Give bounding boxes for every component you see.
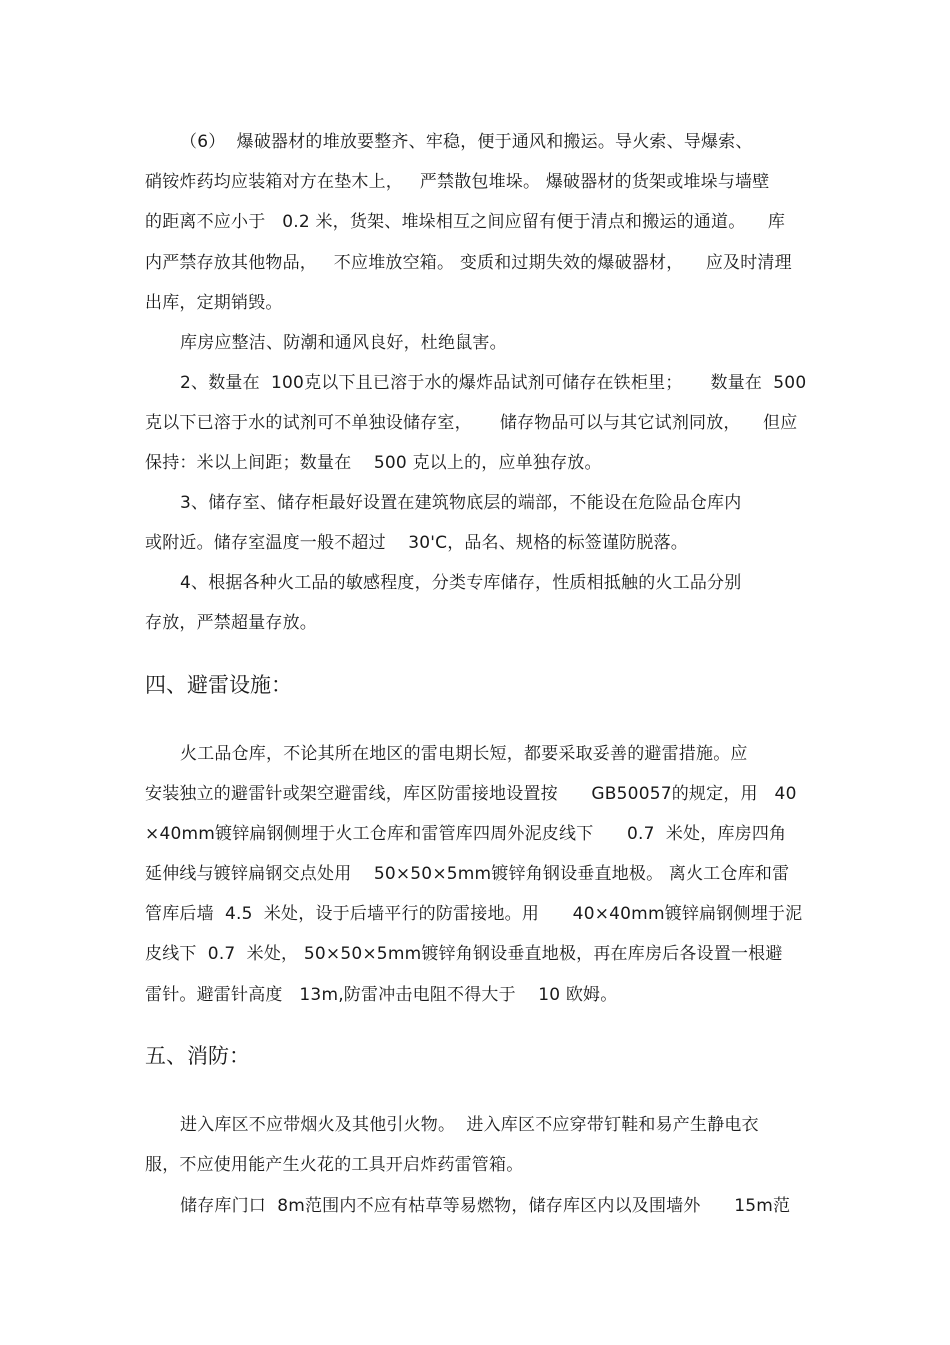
paragraph-line: 服，不应使用能产生火花的工具开启炸药雷管箱。 [145, 1155, 524, 1175]
paragraph-line: 硝铵炸药均应装箱对方在垫木上， 严禁散包堆垛。 爆破器材的货架或堆垛与墙壁 [145, 172, 770, 192]
section-heading-lightning: 四、避雷设施： [145, 673, 292, 697]
paragraph-line: 皮线下 0.7 米处， 50×50×5mm镀锌角钢设垂直地极，再在库房后各设置一根避 [145, 944, 783, 964]
paragraph-line: 4、根据各种火工品的敏感程度，分类专库储存，性质相抵触的火工品分别 [180, 573, 742, 593]
paragraph-line: 雷针。避雷针高度 13m,防雷冲击电阻不得大于 10 欧姆。 [145, 985, 618, 1005]
paragraph-line: 克以下已溶于水的试剂可不单独设储存室， 储存物品可以与其它试剂同放， 但应 [145, 413, 798, 433]
paragraph-line: 安装独立的避雷针或架空避雷线，库区防雷接地设置按 GB50057的规定，用 40 [145, 784, 797, 804]
section-heading-fire: 五、消防： [145, 1044, 250, 1068]
paragraph-line: 库房应整洁、防潮和通风良好，杜绝鼠害。 [180, 333, 507, 353]
paragraph-line: ×40mm镀锌扁钢侧埋于火工仓库和雷管库四周外泥皮线下 0.7 米处，库房四角 [145, 824, 787, 844]
paragraph-line: 管库后墙 4.5 米处，设于后墙平行的防雷接地。用 40×40mm镀锌扁钢侧埋于泥 [145, 904, 803, 924]
paragraph-line: 存放，严禁超量存放。 [145, 613, 317, 633]
paragraph-line: 延伸线与镀锌扁钢交点处用 50×50×5mm镀锌角钢设垂直地极。 离火工仓库和雷 [145, 864, 790, 884]
paragraph-line: 火工品仓库，不论其所在地区的雷电期长短，都要采取妥善的避雷措施。应 [180, 744, 748, 764]
paragraph-line: 进入库区不应带烟火及其他引火物。 进入库区不应穿带钉鞋和易产生静电衣 [180, 1115, 759, 1135]
paragraph-line: 2、数量在 100克以下且已溶于水的爆炸品试剂可储存在铁柜里； 数量在 500 [180, 373, 807, 393]
paragraph-line: 或附近。储存室温度一般不超过 30'C，品名、规格的标签谨防脱落。 [145, 533, 688, 553]
paragraph-line: 的距离不应小于 0.2 米，货架、堆垛相互之间应留有便于清点和搬运的通道。 库 [145, 212, 786, 232]
paragraph-line: （6） 爆破器材的堆放要整齐、牢稳，便于通风和搬运。导火索、导爆索、 [180, 132, 753, 152]
paragraph-line: 3、储存室、储存柜最好设置在建筑物底层的端部，不能设在危险品仓库内 [180, 493, 742, 513]
paragraph-line: 储存库门口 8m范围内不应有枯草等易燃物，储存库区内以及围墙外 15m范 [180, 1196, 791, 1216]
paragraph-line: 内严禁存放其他物品， 不应堆放空箱。 变质和过期失效的爆破器材， 应及时清理 [145, 253, 792, 273]
paragraph-line: 出库，定期销毁。 [145, 293, 283, 313]
paragraph-line: 保持：米以上间距；数量在 500 克以上的，应单独存放。 [145, 453, 602, 473]
